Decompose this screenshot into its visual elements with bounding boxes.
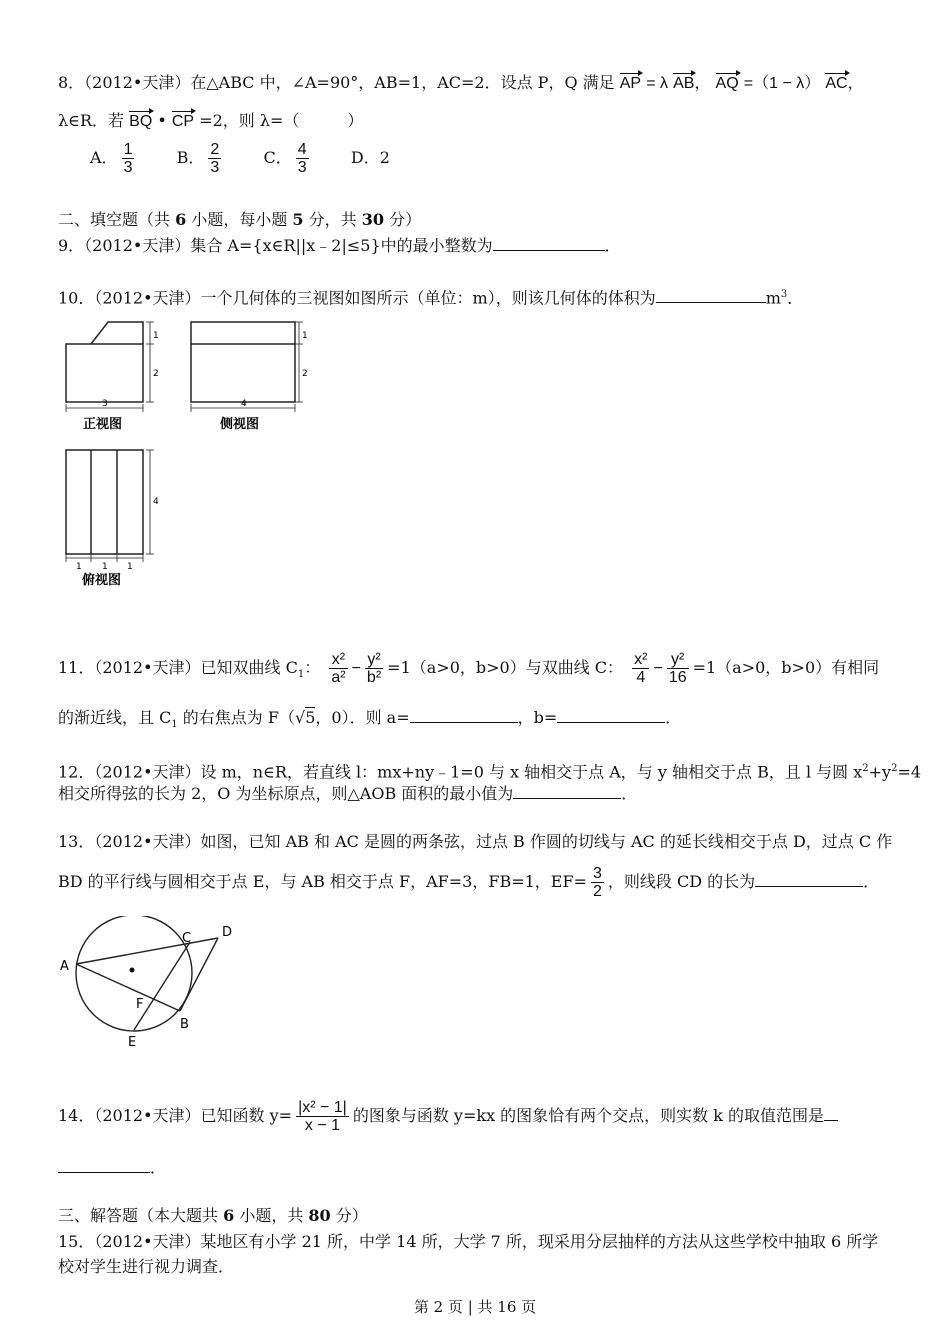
- fraction-x2-4: [632, 651, 649, 686]
- q8-line2: [58, 110, 363, 133]
- q14-line1: [58, 1096, 838, 1136]
- q12-text-2: 相交所得弦的长为 2，O 为坐标原点，则△AOB 面积的最小值为: [58, 784, 514, 803]
- option-c-letter: C．: [263, 148, 292, 167]
- numerator: x²: [634, 651, 648, 668]
- sqrt-symbol: √: [295, 708, 306, 727]
- option-d-text: 2: [379, 148, 390, 167]
- answer-blank[interactable]: [656, 288, 766, 303]
- section3-text-a: 三、解答题（本大题共: [58, 1206, 224, 1225]
- section3-text-b: 小题，共: [234, 1206, 309, 1225]
- top-dim-1a: 1: [76, 562, 82, 572]
- footer-text-b: 页 | 共: [443, 1298, 498, 1316]
- front-dim-3: 3: [102, 399, 108, 409]
- label-a: A: [60, 959, 69, 974]
- chord-ab: [76, 964, 180, 1011]
- option-d-letter: D．: [350, 148, 380, 167]
- q9: [58, 235, 621, 257]
- numerator: 3: [593, 865, 602, 882]
- side-dim-2: 2: [302, 369, 308, 379]
- section2-total: 30: [361, 210, 385, 229]
- option-a-fraction: [122, 141, 135, 176]
- q15-line1: [58, 1231, 878, 1253]
- subscript: 1: [171, 719, 178, 731]
- q11-text-e: 的渐近线，且 C: [58, 708, 172, 727]
- q13-text-2a: BD 的平行线与圆相交于点 E，与 AB 相交于点 F，AF=3，FB=1，EF=: [58, 872, 587, 891]
- section2-text-c: 分，共: [303, 210, 362, 229]
- subscript: 1: [297, 669, 305, 681]
- answer-blank-start[interactable]: [824, 1106, 838, 1121]
- q11-text-d: =1（a>0，b>0）有相同: [692, 658, 880, 677]
- fraction-y2-b2: [365, 651, 383, 686]
- front-view: [66, 322, 154, 412]
- dot-product: •: [152, 111, 172, 130]
- q11-line1: [58, 648, 879, 695]
- q15-text-2: 校对学生进行视力调查．: [58, 1257, 235, 1276]
- line-ad: [76, 938, 218, 964]
- page-number: 2: [433, 1298, 444, 1316]
- denominator: a²: [331, 669, 346, 686]
- q8-condition: λ∈R．若: [58, 111, 125, 130]
- q10-text: 10．（2012•天津）一个几何体的三视图如图所示（单位：m），则该几何体的体积为: [58, 288, 656, 308]
- section2-heading: [58, 209, 421, 231]
- footer-text-a: 第: [413, 1298, 434, 1316]
- option-b-fraction: [208, 141, 221, 176]
- side-view: [191, 322, 303, 412]
- denominator: x − 1: [304, 1117, 341, 1134]
- q10-unit-exponent: 3: [780, 289, 788, 300]
- numerator: 1: [123, 141, 133, 158]
- numerator: x²: [329, 651, 347, 669]
- answer-blank[interactable]: [58, 1158, 150, 1173]
- q10-unit: m: [765, 288, 781, 308]
- numerator: |x² − 1|: [298, 1099, 347, 1116]
- section3-count: 6: [223, 1206, 235, 1225]
- top-view-label: 俯视图: [82, 573, 122, 588]
- fraction-y2-16: [667, 651, 689, 686]
- section3-text-c: 分）: [330, 1206, 368, 1225]
- q12-line1: [58, 758, 921, 783]
- center-point: [130, 968, 135, 973]
- side-dim-1: 1: [302, 331, 308, 341]
- q8-eq2: =（1 − λ）: [743, 75, 821, 92]
- answer-blank[interactable]: [493, 236, 605, 251]
- section2-text-a: 二、填空题（共: [58, 210, 176, 229]
- vector-ac: AC: [825, 75, 848, 92]
- q13-end: ．: [863, 872, 880, 891]
- q15-text-1: 15．（2012•天津）某地区有小学 21 所，中学 14 所，大学 7 所，现采用分层抽样的方法从这些学校中抽取 6 所学: [58, 1232, 879, 1251]
- q8-stem: 8．（2012•天津）在△ABC 中，∠A=90°，AB=1，AC=2．设点 P，Q 满足: [58, 73, 615, 92]
- q8-line1: [58, 72, 864, 95]
- numerator: y²: [667, 651, 689, 669]
- q14-line2: [58, 1157, 166, 1179]
- section2-points-each: 5: [292, 210, 304, 229]
- option-a[interactable]: [90, 141, 138, 176]
- section2-text-d: 分）: [384, 210, 422, 229]
- numerator: 2: [210, 141, 220, 158]
- side-dim-4: 4: [241, 399, 247, 409]
- front-view-label: 正视图: [83, 417, 123, 432]
- option-c-fraction: [296, 141, 309, 176]
- vector-ab: AB: [673, 75, 695, 92]
- footer-text-c: 页: [516, 1298, 537, 1316]
- option-c[interactable]: [263, 141, 313, 176]
- option-d[interactable]: [351, 148, 390, 167]
- q8-options: [90, 140, 390, 176]
- section2-text-b: 小题，每小题: [186, 210, 293, 229]
- q12-line2: [58, 783, 637, 805]
- top-dim-4: 4: [153, 497, 159, 507]
- q8-end: ，: [847, 73, 864, 92]
- vector-ap: AP: [619, 75, 642, 92]
- q8-question: =2，则 λ=（ ）: [199, 111, 364, 130]
- circle: [76, 916, 192, 1031]
- label-c: C: [182, 931, 192, 946]
- q12-text-q: =4: [897, 762, 922, 782]
- option-a-letter: A．: [90, 148, 118, 167]
- top-dim-1b: 1: [102, 562, 108, 572]
- front-dim-2: 2: [153, 369, 159, 379]
- q14-text-b: 的图象与函数 y=kx 的图象恰有两个交点，则实数 k 的取值范围是: [352, 1106, 825, 1125]
- q12-text-p: +y: [868, 762, 892, 782]
- numerator: y²: [365, 651, 383, 669]
- denominator: 3: [297, 159, 307, 176]
- fraction-x2-a2: [329, 651, 347, 686]
- page-footer: [0, 1296, 950, 1317]
- q13-text-1: 13．（2012•天津）如图，已知 AB 和 AC 是圆的两条弦，过点 B 作圆的切线与 AC 的延长线相交于点 D，过点 C 作: [58, 832, 893, 851]
- denominator: b²: [366, 669, 382, 686]
- superscript: 2: [862, 763, 869, 774]
- top-dim-1c: 1: [127, 562, 133, 572]
- q11-text-c: =1（a>0，b>0）与双曲线 C：: [387, 658, 624, 677]
- q11-text-f: 的右焦点为 F（: [177, 708, 295, 727]
- q8-comma: ，: [694, 73, 711, 92]
- q13-line2: [58, 862, 879, 902]
- q11-colon: ：: [304, 658, 321, 677]
- label-b: B: [180, 1017, 189, 1032]
- q11-line2: [58, 707, 681, 736]
- fraction-3-2: [591, 865, 604, 900]
- top-view: [66, 450, 154, 562]
- q11-end: ．: [665, 708, 682, 727]
- denominator: 3: [210, 159, 220, 176]
- q13-text-2b: ，则线段 CD 的长为: [607, 872, 756, 891]
- section3-heading: [58, 1205, 368, 1227]
- q11-text-g: ，0）．则 a=: [315, 708, 410, 727]
- label-e: E: [128, 1035, 137, 1050]
- q11-text-a: 11．（2012•天津）已知双曲线 C: [58, 658, 298, 677]
- fraction-function: [296, 1099, 349, 1134]
- side-view-label: 侧视图: [220, 417, 260, 432]
- vector-cp: CP: [171, 113, 195, 130]
- minus: −: [351, 660, 361, 677]
- denominator: 4: [636, 669, 646, 686]
- denominator: 16: [668, 669, 687, 686]
- denominator: 3: [123, 159, 133, 176]
- numerator: 4: [297, 141, 307, 158]
- option-b[interactable]: [176, 141, 226, 176]
- q10-end: ．: [787, 288, 804, 308]
- page-total: 16: [497, 1298, 517, 1316]
- answer-blank[interactable]: [513, 784, 621, 799]
- q14-text-a: 14．（2012•天津）已知函数 y=: [58, 1106, 293, 1125]
- q15-line2: [58, 1256, 234, 1278]
- minus: −: [653, 660, 663, 677]
- q11-text-h: ，b=: [517, 708, 558, 727]
- option-b-letter: B．: [176, 148, 205, 167]
- q8-eq1: = λ: [646, 75, 668, 92]
- denominator: 2: [593, 883, 602, 900]
- q13-line1: [58, 831, 892, 853]
- answer-blank-a[interactable]: [410, 708, 518, 723]
- q14-end: ．: [150, 1158, 167, 1177]
- label-f: F: [136, 997, 144, 1012]
- front-dim-1: 1: [153, 331, 159, 341]
- three-view-figure: [58, 316, 318, 592]
- superscript: 2: [891, 763, 898, 774]
- circle-figure: [52, 916, 252, 1056]
- q9-text: 9．（2012•天津）集合 A={x∈R||x﹣2|≤5}中的最小整数为: [58, 236, 493, 255]
- section2-count: 6: [175, 210, 187, 229]
- vector-aq: AQ: [715, 75, 739, 92]
- answer-blank-b[interactable]: [557, 708, 665, 723]
- q9-end: ．: [604, 236, 621, 255]
- section3-total: 80: [308, 1206, 331, 1225]
- vector-bq: BQ: [129, 113, 153, 130]
- q12-end: ．: [621, 784, 638, 803]
- q12-text-1: 12．（2012•天津）设 m，n∈R，若直线 l：mx+ny﹣1=0 与 x 轴相交于点 A，与 y 轴相交于点 B，且 l 与圆 x: [58, 762, 863, 782]
- label-d: D: [222, 925, 233, 940]
- sqrt-radicand: 5: [305, 708, 316, 727]
- answer-blank[interactable]: [755, 872, 863, 887]
- q10: [58, 284, 803, 309]
